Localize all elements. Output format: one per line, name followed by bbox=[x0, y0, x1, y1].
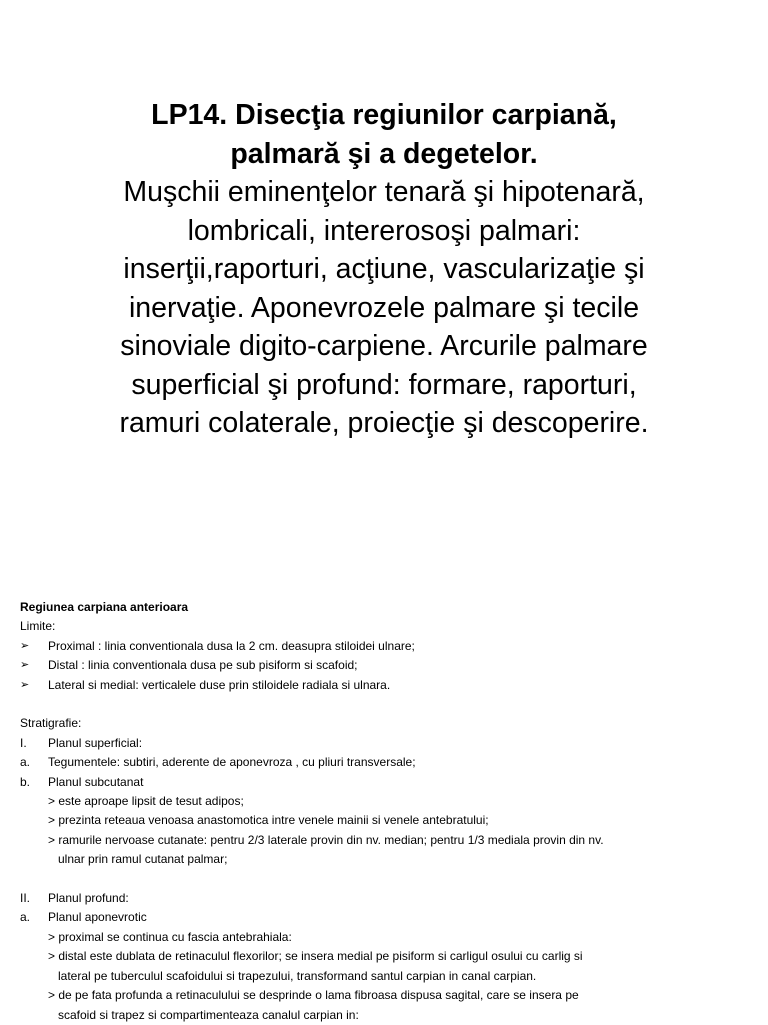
list-marker: I. bbox=[20, 735, 27, 750]
subtitle-line: inserţii,raporturi, acţiune, vascularizaţie şi bbox=[123, 253, 645, 285]
document-subtitle bbox=[30, 173, 738, 443]
list-item-text: Distal : linia conventionala dusa pe sub pisiform si scafoid; bbox=[48, 658, 358, 673]
sub-list-item: > ramurile nervoase cutanate: pentru 2/3 laterale provin din nv. median; pentru 1/3 mediala provin din nv. bbox=[48, 832, 604, 847]
list-item-text: Tegumentele: subtiri, aderente de aponevroza , cu pliuri transversale; bbox=[48, 755, 416, 770]
subtitle-line: lombricali, intererosoşi palmari: bbox=[187, 214, 581, 247]
subtitle-line: Muşchii eminenţelor tenară şi hipotenară, bbox=[123, 176, 645, 208]
limite-label: Limite: bbox=[20, 619, 56, 634]
list-item bbox=[20, 637, 720, 656]
stratigrafie-label: Stratigrafie: bbox=[20, 716, 82, 731]
arrow-bullet-icon: ➢ bbox=[20, 639, 30, 652]
sub-list-item: > proximal se continua cu fascia antebrahiala: bbox=[48, 929, 292, 944]
title-line: palmară şi a degetelor. bbox=[230, 137, 538, 170]
sub-list-item-continuation: lateral pe tuberculul scafoidului si trapezului, transformand santul carpian in canal carpian. bbox=[58, 968, 537, 983]
title-block bbox=[30, 96, 738, 443]
list-marker: II. bbox=[20, 891, 31, 906]
document-body bbox=[20, 598, 720, 1025]
sub-list-item: > prezinta reteaua venoasa anastomotica intre venele mainii si venele antebratului; bbox=[48, 813, 489, 828]
subtitle-line: inervaţie. Aponevrozele palmare şi tecile bbox=[128, 291, 640, 324]
list-item-text: Lateral si medial: verticalele duse prin stiloidele radiala si ulnara. bbox=[48, 677, 391, 692]
list-item-text: Planul superficial: bbox=[48, 735, 143, 750]
list-item bbox=[20, 734, 720, 753]
list-item bbox=[20, 889, 720, 908]
list-item bbox=[20, 773, 720, 792]
title-line: LP14. Disecţia regiunilor carpiană, bbox=[151, 99, 617, 131]
sub-list-item: > este aproape lipsit de tesut adipos; bbox=[48, 794, 244, 809]
list-item bbox=[20, 656, 720, 675]
subtitle-line: sinoviale digito-carpiene. Arcurile palmare bbox=[120, 330, 648, 362]
spacer bbox=[20, 870, 720, 889]
list-item-text: Planul subcutanat bbox=[48, 774, 144, 789]
spacer bbox=[20, 695, 720, 714]
list-item-text: Proximal : linia conventionala dusa la 2 cm. deasupra stiloidei ulnare; bbox=[48, 638, 415, 653]
list-marker: a. bbox=[20, 910, 31, 925]
list-marker: a. bbox=[20, 755, 31, 770]
subtitle-line: superficial şi profund: formare, raporturi, bbox=[131, 368, 637, 401]
list-item bbox=[20, 908, 720, 927]
arrow-bullet-icon: ➢ bbox=[20, 678, 30, 691]
subtitle-line: ramuri colaterale, proiecţie şi descoperire. bbox=[119, 407, 649, 439]
sub-list-item-continuation: ulnar prin ramul cutanat palmar; bbox=[58, 852, 228, 867]
list-item-text: Planul aponevrotic bbox=[48, 910, 147, 925]
list-marker: b. bbox=[20, 774, 31, 789]
section-heading: Regiunea carpiana anterioara bbox=[20, 600, 189, 614]
sub-list-item: > distal este dublata de retinaculul flexorilor; se insera medial pe pisiform si carligul osului cu carlig si bbox=[48, 949, 583, 964]
sub-list bbox=[20, 792, 720, 870]
list-item bbox=[20, 753, 720, 772]
sub-list-item-continuation: scafoid si trapez si compartimenteaza canalul carpian in: bbox=[58, 1007, 359, 1022]
list-item-text: Planul profund: bbox=[48, 891, 129, 906]
document-title bbox=[30, 96, 738, 173]
list-item bbox=[20, 676, 720, 695]
sub-list-item: > de pe fata profunda a retinaculului se desprinde o lama fibroasa dispusa sagital, care se insera pe bbox=[48, 988, 579, 1003]
sub-list bbox=[20, 928, 720, 1025]
arrow-bullet-icon: ➢ bbox=[20, 659, 30, 672]
